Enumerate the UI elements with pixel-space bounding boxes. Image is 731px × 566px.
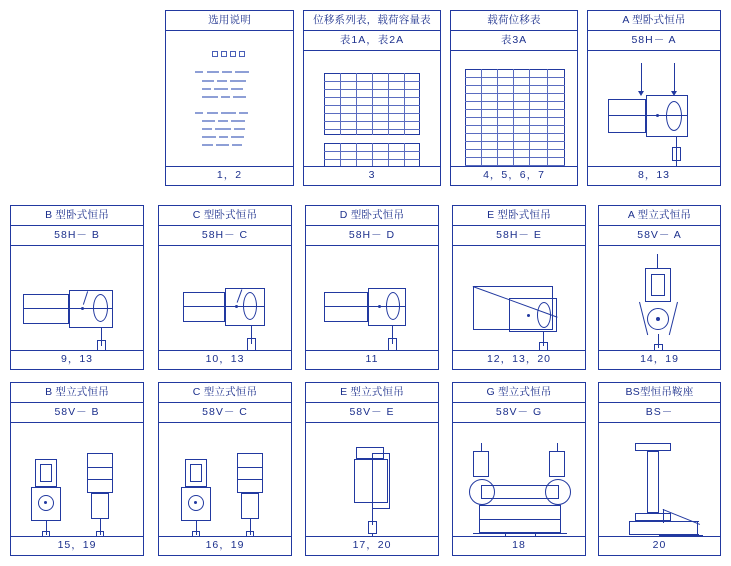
card-subheader: 58H－ B xyxy=(11,226,143,246)
card-footer: 14，19 xyxy=(599,350,720,369)
card-load-displacement-table[interactable] xyxy=(450,10,578,186)
card-type-g-vertical[interactable] xyxy=(452,382,586,556)
card-subheader: 58H－ E xyxy=(453,226,585,246)
card-displacement-series-table[interactable] xyxy=(303,10,441,186)
card-art-horizontal-hanger xyxy=(11,246,143,350)
card-header: E 型立式恒吊 xyxy=(306,383,438,403)
card-selection-notes[interactable] xyxy=(165,10,294,186)
card-header: B 型卧式恒吊 xyxy=(11,206,143,226)
card-art-vertical-hanger xyxy=(11,423,143,536)
card-art-horizontal-hanger xyxy=(453,246,585,350)
card-subheader: 58V－ E xyxy=(306,403,438,423)
card-header: A 型卧式恒吊 xyxy=(588,11,720,31)
card-header: B 型立式恒吊 xyxy=(11,383,143,403)
card-type-e-vertical[interactable] xyxy=(305,382,439,556)
card-footer: 16，19 xyxy=(159,536,291,555)
card-art-tables xyxy=(304,51,440,166)
card-subheader: 表1A，表2A xyxy=(304,31,440,51)
card-type-d-horizontal[interactable] xyxy=(305,205,439,370)
card-footer: 18 xyxy=(453,536,585,555)
card-footer: 3 xyxy=(304,166,440,185)
card-art-text-block xyxy=(166,31,293,166)
card-bs-saddle[interactable] xyxy=(598,382,721,556)
card-type-c-vertical[interactable] xyxy=(158,382,292,556)
card-footer: 20 xyxy=(599,536,720,555)
card-footer: 15，19 xyxy=(11,536,143,555)
card-footer: 1，2 xyxy=(166,166,293,185)
card-header: C 型卧式恒吊 xyxy=(159,206,291,226)
card-type-c-horizontal[interactable] xyxy=(158,205,292,370)
card-art-vertical-hanger xyxy=(599,246,720,350)
card-type-a-horizontal[interactable] xyxy=(587,10,721,186)
card-art-horizontal-hanger xyxy=(306,246,438,350)
card-type-e-horizontal[interactable] xyxy=(452,205,586,370)
card-header: 选用说明 xyxy=(166,11,293,31)
card-footer: 11 xyxy=(306,350,438,369)
card-footer: 17，20 xyxy=(306,536,438,555)
card-type-b-vertical[interactable] xyxy=(10,382,144,556)
card-subheader: 58H－ C xyxy=(159,226,291,246)
card-header: 位移系列表，载荷容量表 xyxy=(304,11,440,31)
card-footer: 10，13 xyxy=(159,350,291,369)
card-header: 载荷位移表 xyxy=(451,11,577,31)
card-subheader: BS－ xyxy=(599,403,720,423)
card-subheader: 表3A xyxy=(451,31,577,51)
card-art-vertical-hanger xyxy=(453,423,585,536)
card-footer: 8，13 xyxy=(588,166,720,185)
card-art-saddle xyxy=(599,423,720,536)
card-art-vertical-hanger xyxy=(159,423,291,536)
card-art-horizontal-hanger xyxy=(159,246,291,350)
card-header: E 型卧式恒吊 xyxy=(453,206,585,226)
card-subheader: 58H－ D xyxy=(306,226,438,246)
card-header: BS型恒吊鞍座 xyxy=(599,383,720,403)
card-header: C 型立式恒吊 xyxy=(159,383,291,403)
card-footer: 12，13，20 xyxy=(453,350,585,369)
card-header: A 型立式恒吊 xyxy=(599,206,720,226)
card-type-b-horizontal[interactable] xyxy=(10,205,144,370)
card-subheader: 58V－ G xyxy=(453,403,585,423)
card-subheader: 58V－ B xyxy=(11,403,143,423)
card-art-vertical-hanger xyxy=(306,423,438,536)
card-subheader: 58V－ C xyxy=(159,403,291,423)
card-subheader: 58H－ A xyxy=(588,31,720,51)
card-footer: 9，13 xyxy=(11,350,143,369)
card-header: G 型立式恒吊 xyxy=(453,383,585,403)
card-subheader: 58V－ A xyxy=(599,226,720,246)
card-type-a-vertical[interactable] xyxy=(598,205,721,370)
card-art-tables xyxy=(451,51,577,166)
card-art-horizontal-hanger xyxy=(588,51,720,166)
card-footer: 4，5，6，7 xyxy=(451,166,577,185)
card-header: D 型卧式恒吊 xyxy=(306,206,438,226)
